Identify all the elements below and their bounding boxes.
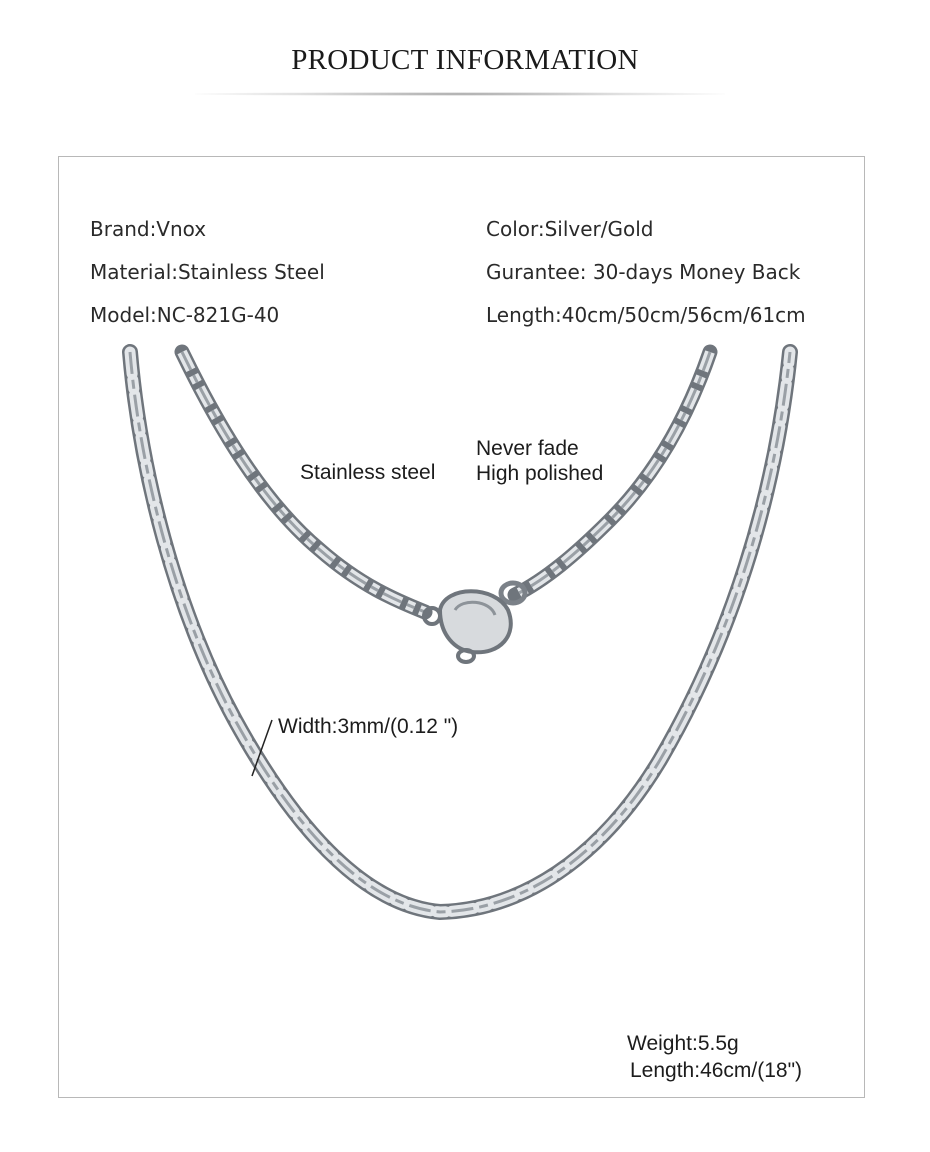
spec-model: Model:NC-821G-40 bbox=[90, 303, 280, 327]
label-width: Width:3mm/(0.12 ") bbox=[278, 715, 459, 738]
label-total-length: Length:46cm/(18") bbox=[630, 1059, 803, 1082]
label-never-fade: Never fade bbox=[476, 437, 579, 460]
spec-guarantee: Gurantee: 30-days Money Back bbox=[486, 260, 801, 284]
spec-brand: Brand:Vnox bbox=[90, 217, 207, 241]
spec-material: Material:Stainless Steel bbox=[90, 260, 325, 284]
spec-length: Length:40cm/50cm/56cm/61cm bbox=[486, 303, 806, 327]
label-stainless-steel: Stainless steel bbox=[300, 461, 436, 484]
page-title: PRODUCT INFORMATION bbox=[291, 44, 639, 76]
spec-color: Color:Silver/Gold bbox=[486, 217, 654, 241]
label-high-polished: High polished bbox=[476, 462, 604, 485]
label-weight: Weight:5.5g bbox=[627, 1032, 739, 1055]
